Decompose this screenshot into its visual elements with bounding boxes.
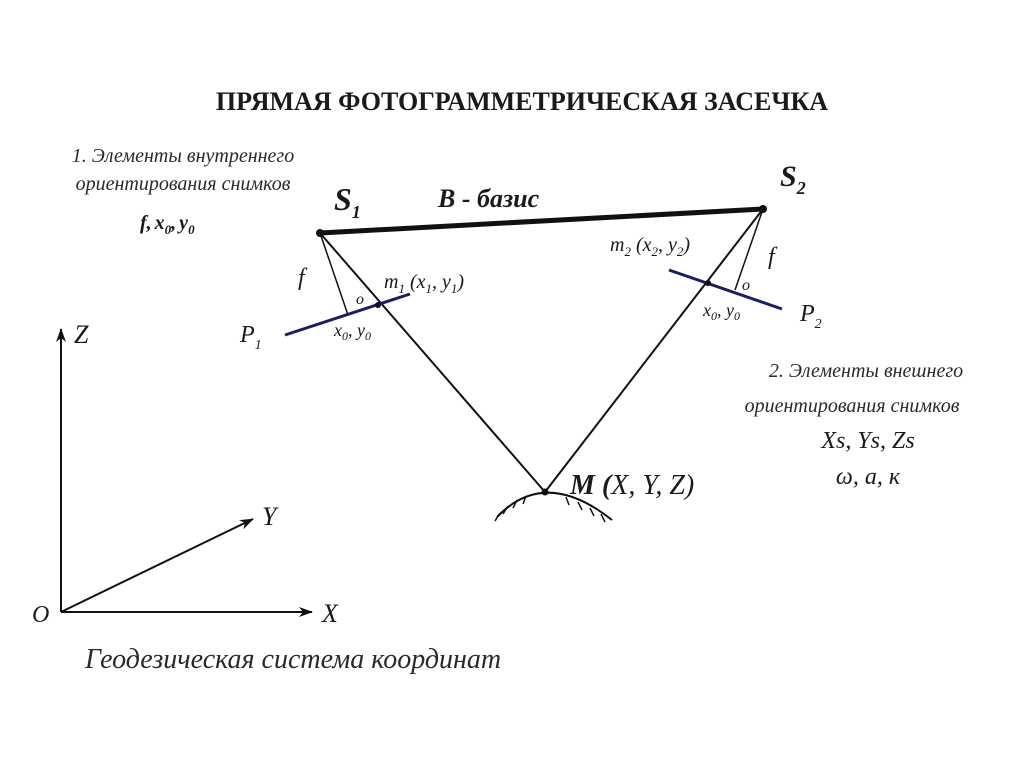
axis-label-z: Z: [74, 320, 89, 349]
label-f-left: f: [298, 265, 305, 291]
exterior-note-line2: ориентирования снимков: [744, 395, 960, 417]
interior-note-line1: 1. Элементы внутреннего: [71, 145, 295, 167]
point-s1: [316, 229, 324, 237]
label-m1: $m_1$ ($x_1$, $y_1$): [384, 271, 465, 296]
label-o-right: o: [742, 277, 750, 294]
axis-label-origin: O: [32, 602, 50, 628]
label-s1: $S_1$: [334, 181, 361, 222]
label-f-right: f: [768, 244, 775, 270]
focal-line-left: [320, 233, 348, 315]
label-s2: $S_2$: [780, 160, 806, 198]
label-m2: $m_2$ ($x_2$, $y_2$): [610, 234, 691, 259]
label-m: M (X, Y, Z): [570, 470, 695, 501]
axis-y: [61, 519, 253, 612]
label-pp-right: $x_0$, $y_0$: [703, 300, 740, 323]
point-m1: [375, 302, 381, 308]
label-pp-left: $x_0$, $y_0$: [334, 320, 371, 343]
page-title: ПРЯМАЯ ФОТОГРАММЕТРИЧЕСКАЯ ЗАСЕЧКА: [215, 87, 829, 116]
axis-label-y: Y: [262, 502, 277, 531]
point-m2: [705, 280, 711, 286]
label-basis: B - базис: [438, 184, 540, 213]
exterior-note-line4: ω, a, к: [835, 464, 901, 490]
axis-label-x: X: [322, 599, 338, 628]
label-o-left: o: [356, 291, 364, 308]
interior-params: f, $x_0$, $y_0$: [140, 212, 195, 237]
point-s2: [759, 205, 767, 213]
basis-line: [320, 209, 763, 233]
label-p1: $P_1$: [240, 322, 262, 353]
exterior-note-line3: Xs, Ys, Zs: [821, 428, 915, 454]
exterior-note-line1: 2. Элементы внешнего: [768, 360, 964, 382]
caption: Геодезическая система координат: [85, 644, 502, 675]
label-p2: $P_2$: [800, 301, 822, 332]
interior-note-line2: ориентирования снимков: [75, 173, 291, 195]
